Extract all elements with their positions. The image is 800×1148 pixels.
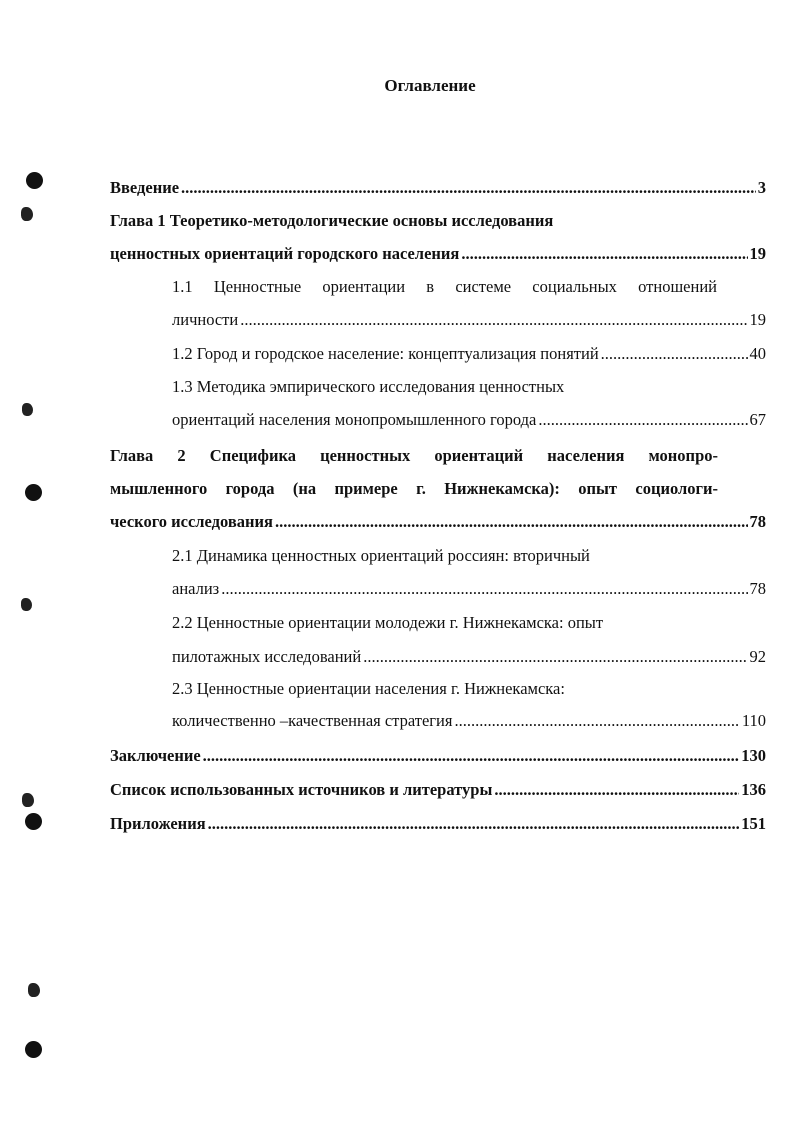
scan-speck: [28, 983, 40, 997]
page-number: 40: [749, 344, 766, 363]
entry-text: Введение: [110, 178, 180, 197]
entry-text: анализ: [172, 579, 220, 598]
entry-text: ческого исследования: [110, 512, 273, 531]
punch-hole-mark: [25, 484, 42, 501]
dot-leader: [275, 511, 748, 533]
page-number: 78: [749, 579, 766, 598]
dot-leader: [221, 578, 747, 600]
toc-entry-intro[interactable]: [110, 177, 766, 199]
page-number: 19: [749, 244, 766, 263]
page-number: 78: [749, 512, 766, 531]
scan-speck: [21, 598, 32, 611]
page-number: 151: [741, 814, 766, 833]
toc-entry-conclusion[interactable]: [110, 745, 766, 767]
toc-entry-section-1-1-line1[interactable]: [172, 276, 766, 298]
toc-entry-chapter1-line2[interactable]: [110, 243, 766, 265]
toc-entry-section-1-3-line2[interactable]: [172, 409, 766, 431]
page-number: 110: [741, 711, 766, 730]
toc-entry-chapter2-line1[interactable]: [110, 445, 766, 467]
dot-leader: [454, 710, 739, 732]
toc-entry-section-1-2[interactable]: [172, 343, 766, 365]
toc-entry-sources[interactable]: [110, 779, 766, 801]
toc-entry-chapter2-line3[interactable]: [110, 511, 766, 533]
dot-leader: [494, 779, 739, 801]
toc-entry-chapter1-line1[interactable]: [110, 210, 766, 232]
entry-text: 1.2 Город и городское население: концептуализация понятий: [172, 344, 599, 363]
entry-text: 1.1 Ценностные ориентации в системе социальных отношений: [172, 277, 717, 296]
entry-text: Список использованных источников и литературы: [110, 780, 493, 799]
page-number: 67: [749, 410, 766, 429]
entry-text: Глава 1 Теоретико-методологические основы исследования: [110, 211, 554, 230]
page-number: 3: [757, 178, 766, 197]
dot-leader: [203, 745, 740, 767]
dot-leader: [461, 243, 747, 265]
toc-entry-section-2-2-line1[interactable]: [172, 612, 766, 634]
entry-text: 2.3 Ценностные ориентации населения г. Нижнекамска:: [172, 679, 565, 698]
toc-entry-section-2-3-line2[interactable]: [172, 710, 766, 732]
dot-leader: [208, 813, 740, 835]
entry-text: Глава 2 Специфика ценностных ориентаций населения монопро-: [110, 446, 718, 465]
entry-text: личности: [172, 310, 239, 329]
entry-text: пилотажных исследований: [172, 647, 362, 666]
dot-leader: [538, 409, 747, 431]
entry-text: 2.1 Динамика ценностных ориентаций россиян: вторичный: [172, 546, 590, 565]
entry-text: 2.2 Ценностные ориентации молодежи г. Нижнекамска: опыт: [172, 613, 604, 632]
entry-text: Приложения: [110, 814, 206, 833]
page-title: Оглавление: [384, 76, 476, 95]
entry-text: Заключение: [110, 746, 201, 765]
toc-entry-appendix[interactable]: [110, 813, 766, 835]
dot-leader: [601, 343, 748, 365]
toc-entry-chapter2-line2[interactable]: [110, 478, 766, 500]
toc-entry-section-1-3-line1[interactable]: [172, 376, 766, 398]
entry-text: мышленного города (на примере г. Нижнекамска): опыт социологи-: [110, 479, 718, 498]
dot-leader: [363, 646, 747, 668]
punch-hole-mark: [25, 1041, 42, 1058]
page-number: 92: [749, 647, 766, 666]
page-number: 136: [741, 780, 766, 799]
entry-text: 1.3 Методика эмпирического исследования ценностных: [172, 377, 565, 396]
toc-entry-section-2-1-line2[interactable]: [172, 578, 766, 600]
entry-text: ценностных ориентаций городского населения: [110, 244, 460, 263]
scan-speck: [22, 403, 33, 416]
toc-entry-section-2-2-line2[interactable]: [172, 646, 766, 668]
entry-text: ориентаций населения монопромышленного города: [172, 410, 537, 429]
entry-text: количественно –качественная стратегия: [172, 711, 453, 730]
punch-hole-mark: [26, 172, 43, 189]
dot-leader: [181, 177, 756, 199]
scan-speck: [22, 793, 34, 807]
dot-leader: [240, 309, 747, 331]
page-number: 19: [749, 310, 766, 329]
page-number: 130: [741, 746, 766, 765]
toc-entry-section-2-3-line1[interactable]: [172, 678, 766, 700]
toc-entry-section-2-1-line1[interactable]: [172, 545, 766, 567]
punch-hole-mark: [25, 813, 42, 830]
scan-speck: [21, 207, 33, 221]
toc-entry-section-1-1-line2[interactable]: [172, 309, 766, 331]
